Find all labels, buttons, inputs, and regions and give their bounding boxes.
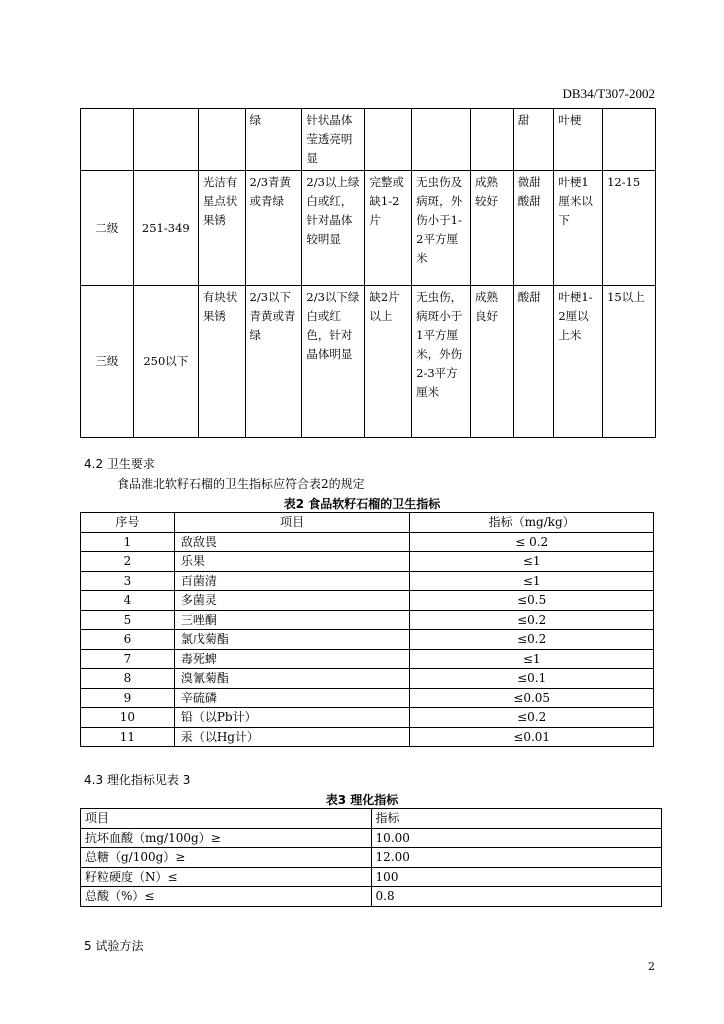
taste-cell: 微甜酸甜 (513, 171, 554, 286)
item-name: 汞（以Hg计） (174, 727, 410, 747)
leaf-cell: 叶梗1-2厘以上米 (554, 286, 603, 438)
limit-value: ≤ 0.2 (410, 532, 654, 552)
color-cell: 2/3青黄或青绿 (245, 171, 302, 286)
cell: 针状晶体莹透亮明显 (302, 109, 365, 171)
table-row (81, 848, 662, 868)
column-header: 指标（mg/kg） (410, 513, 654, 533)
limit-value: ≤0.2 (410, 708, 654, 728)
grade-row-2 (81, 171, 656, 286)
limit-value: ≤0.05 (410, 688, 654, 708)
row-number: 11 (81, 727, 175, 747)
item-name: 抗坏血酸（mg/100g）≥ (81, 828, 372, 848)
item-name: 毒死蜱 (174, 649, 410, 669)
page-number: 2 (648, 960, 655, 973)
calyx-cell: 完整或缺1-2片 (365, 171, 412, 286)
aril-cell: 2/3以上绿白或红，针对晶体较明显 (302, 171, 365, 286)
item-name: 多菌灵 (174, 591, 410, 611)
cell (133, 109, 198, 171)
maturity-cell: 成熟较好 (471, 171, 514, 286)
limit-value: ≤1 (410, 649, 654, 669)
column-header: 项目 (81, 809, 372, 829)
column-header: 指标 (371, 809, 661, 829)
header-row (81, 513, 654, 533)
table-row (81, 887, 662, 907)
limit-value: ≤0.01 (410, 727, 654, 747)
column-header: 序号 (81, 513, 175, 533)
item-name: 三唑酮 (174, 610, 410, 630)
table-row (81, 727, 654, 747)
taste-cell: 酸甜 (513, 286, 554, 438)
paragraph: 食品淮北软籽石榴的卫生指标应符合表2的规定 (117, 477, 365, 491)
table-row (81, 610, 654, 630)
row-number: 2 (81, 552, 175, 572)
table-row (81, 669, 654, 689)
table-row (81, 571, 654, 591)
limit-value: 12.00 (371, 848, 661, 868)
limit-value: 10.00 (371, 828, 661, 848)
cell (412, 109, 471, 171)
row-number: 10 (81, 708, 175, 728)
section-heading: 4.2 卫生要求 (84, 457, 155, 471)
physchem-table (80, 808, 662, 907)
row-number: 4 (81, 591, 175, 611)
item-name: 总酸（%）≤ (81, 887, 372, 907)
item-name: 籽粒硬度（N）≤ (81, 867, 372, 887)
grade-label: 二级 (81, 171, 134, 286)
aril-cell: 2/3以下绿白或红色，针对晶体明显 (302, 286, 365, 438)
limit-value: ≤0.1 (410, 669, 654, 689)
defects-cell: 无虫伤及病斑，外伤小于1-2平方厘米 (412, 171, 471, 286)
table-row (81, 688, 654, 708)
item-name: 溴氰菊酯 (174, 669, 410, 689)
table-row (81, 828, 662, 848)
table-row (81, 591, 654, 611)
row-number: 6 (81, 630, 175, 650)
table-row (81, 630, 654, 650)
grade-label: 三级 (81, 286, 134, 438)
item-name: 百菌清 (174, 571, 410, 591)
cell (603, 109, 656, 171)
section-heading: 5 试验方法 (84, 939, 144, 953)
table-row (81, 552, 654, 572)
item-name: 总糖（g/100g）≥ (81, 848, 372, 868)
item-name: 铅（以Pb计） (174, 708, 410, 728)
calyx-cell: 缺2片以上 (365, 286, 412, 438)
grade-table (80, 108, 656, 438)
limit-value: ≤1 (410, 571, 654, 591)
cell (198, 109, 245, 171)
limit-value: 100 (371, 867, 661, 887)
cell (81, 109, 134, 171)
table-caption: 表3 理化指标 (325, 793, 399, 807)
defects-cell: 无虫伤，病斑小于1平方厘米，外伤2-3平方厘米 (412, 286, 471, 438)
weight-cell: 251-349 (133, 171, 198, 286)
table-row (81, 532, 654, 552)
table-row (81, 867, 662, 887)
table-caption: 表2 食品软籽石榴的卫生指标 (283, 497, 441, 511)
table-row (81, 649, 654, 669)
item-name: 氯戊菊酯 (174, 630, 410, 650)
limit-value: ≤0.2 (410, 630, 654, 650)
extra-cell: 12-15 (603, 171, 656, 286)
limit-value: ≤0.5 (410, 591, 654, 611)
cell (471, 109, 514, 171)
section-heading: 4.3 理化指标见表 3 (84, 773, 191, 787)
item-name: 敌敌畏 (174, 532, 410, 552)
row-number: 5 (81, 610, 175, 630)
grade-row-continued (81, 109, 656, 171)
weight-cell: 250以下 (133, 286, 198, 438)
item-name: 乐果 (174, 552, 410, 572)
document-code: DB34/T307-2002 (562, 86, 655, 101)
item-name: 辛硫磷 (174, 688, 410, 708)
row-number: 9 (81, 688, 175, 708)
column-header: 项目 (174, 513, 410, 533)
cell: 叶梗 (554, 109, 603, 171)
limit-value: ≤1 (410, 552, 654, 572)
cell (365, 109, 412, 171)
cell: 甜 (513, 109, 554, 171)
hygiene-table (80, 512, 654, 747)
color-cell: 2/3以下青黄或青绿 (245, 286, 302, 438)
maturity-cell: 成熟良好 (471, 286, 514, 438)
surface-cell: 光洁有星点状果锈 (198, 171, 245, 286)
surface-cell: 有块状果锈 (198, 286, 245, 438)
cell: 绿 (245, 109, 302, 171)
grade-row-3 (81, 286, 656, 438)
header-row (81, 809, 662, 829)
row-number: 7 (81, 649, 175, 669)
row-number: 1 (81, 532, 175, 552)
extra-cell: 15以上 (603, 286, 656, 438)
row-number: 8 (81, 669, 175, 689)
leaf-cell: 叶梗1厘米以下 (554, 171, 603, 286)
limit-value: 0.8 (371, 887, 661, 907)
limit-value: ≤0.2 (410, 610, 654, 630)
table-row (81, 708, 654, 728)
row-number: 3 (81, 571, 175, 591)
